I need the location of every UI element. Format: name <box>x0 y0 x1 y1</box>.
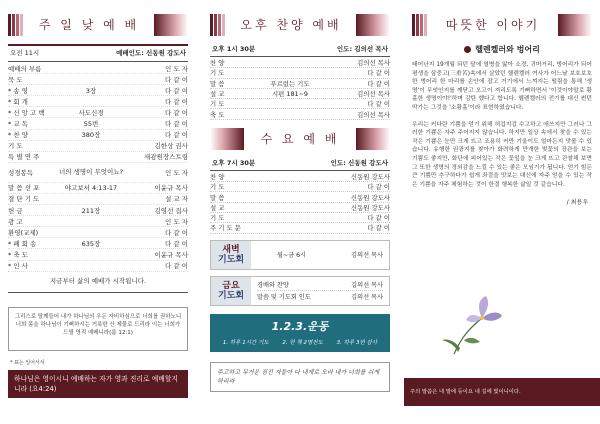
order-row <box>8 261 188 272</box>
order-item-detail: 55번 <box>83 120 99 129</box>
order-item-leader: 다 같 이 <box>367 224 390 233</box>
friday-prayer-leader: 김의선 목사 <box>351 281 383 289</box>
wednesday-leader: 인도: 신동원 강도사 <box>330 158 388 167</box>
afternoon-service-header <box>210 14 390 36</box>
order-item-label: 성경봉독 <box>8 168 34 177</box>
order-item-label: 설 교 <box>210 203 225 212</box>
order-item-label: 찬 양 <box>210 59 225 68</box>
afternoon-order-list <box>210 58 390 120</box>
order-row <box>210 89 390 99</box>
sunday-notice: 그리스로 탈께들어 내가 하나님의 우든 자비하심으로 너희를 권하노니 너희 몸을 하나님이 기뻐하시는 거룩한 산 제물로 드리라 이는 너희가 드릴 영적 예배니라(롬 12:1) <box>8 307 188 351</box>
sunday-meta <box>8 46 188 60</box>
order-item-leader: 이윤규 목사 <box>154 250 188 259</box>
order-item-label: * 회 개 <box>8 97 28 106</box>
order-item-leader: 인 도 자 <box>165 64 188 73</box>
wednesday-time: 오후 7시 30분 <box>212 158 256 167</box>
sunday-time: 오전 11시 <box>10 49 40 57</box>
order-item-label: * 교 독 <box>8 120 28 129</box>
essay-column <box>404 0 600 424</box>
order-item-label: 주 기 도 문 <box>210 224 241 233</box>
order-item-leader: 새광원장스트링 <box>144 153 188 162</box>
header-fade <box>356 14 390 36</box>
order-item-leader: 다 같 이 <box>165 120 188 129</box>
order-row <box>210 182 390 192</box>
order-item-detail: 211장 <box>81 206 101 215</box>
header-fade <box>154 14 188 36</box>
header-stripes <box>412 14 428 36</box>
order-row <box>210 223 390 233</box>
order-item-label: * 인 사 <box>8 262 28 271</box>
order-item-label: 특 별 연 주 <box>8 153 40 162</box>
friday-prayer-item: 경배와 찬양 <box>257 281 289 289</box>
order-row <box>8 216 188 227</box>
order-row <box>210 192 390 202</box>
friday-prayer-leader: 김의선 목사 <box>351 294 383 302</box>
order-item-leader: 다 같 이 <box>367 183 390 192</box>
dawn-prayer-tag <box>211 241 251 269</box>
order-item-label: 말 씀 <box>210 79 225 88</box>
flower-illustration-icon <box>436 292 506 362</box>
order-row <box>8 205 188 216</box>
order-item-leader: 김한상 권사 <box>154 142 188 151</box>
sunday-order-list <box>8 63 188 272</box>
order-item-label: * 신 앙 고 백 <box>8 108 45 117</box>
essay-paragraph: 우리는 커다란 기쁨을 얻기 위해 허겁지겁 수고하고 애쓰지만 그러나 그러한 기쁨은 자주 주어지지 않습니다. 하지만 일상 속에서 찾을 수 있는 작은 기쁨은 눈만 크게 뜨고 조용히 커만 기울이도 얼마든지 맛볼 수 있습니다. 유행한 권광지를 찾아가 화려하게 만개한 벚꽃의 장관을 보는 기쁨도 좋지만, 화단에 피어있는 작은 꽃잎을 눈 크게 뜨고 관찰해 보면 그 또한 생명의 경외감을 느낄 수 있는 좋은 모임기가 됩니다. 얻기 힘든 큰 기쁨만 추구하다가 쉽게 좌절을 맛보는 대신에 자주 얻을 수 있는 작은 기쁨을 자주 체험하는 것이 한결 행복한 삶일 것 같습니다. <box>412 121 592 188</box>
order-item-leader: 김의선 목사 <box>357 90 390 99</box>
friday-prayer-box <box>210 276 390 306</box>
sunday-service-header <box>8 14 188 36</box>
dawn-prayer-leader: 김의선 목사 <box>351 252 383 260</box>
order-row <box>8 118 188 129</box>
wednesday-service-title: 수 요 예 배 <box>260 131 340 146</box>
order-row <box>210 68 390 78</box>
order-item-leader: 인 도 자 <box>165 217 188 226</box>
order-item-detail: 야고보서 4:13-17 <box>64 184 118 193</box>
order-item-label: 묵 도 <box>8 75 23 84</box>
friday-prayer-item: 말씀 및 기도회 인도 <box>257 294 311 302</box>
order-item-leader: 다 같 이 <box>165 97 188 106</box>
order-row <box>8 238 188 249</box>
friday-prayer-row <box>257 291 383 303</box>
order-row <box>210 99 390 109</box>
order-item-label: * 송 영 <box>8 86 28 95</box>
order-item-leader: 다 같 이 <box>165 228 188 237</box>
order-item-label: 축 도 <box>210 110 225 119</box>
order-item-label: 기 도 <box>210 69 225 78</box>
order-item-label: 헌 금 <box>8 206 23 215</box>
header-fade <box>558 14 592 36</box>
bullet-icon <box>464 46 471 53</box>
order-item-leader: 다 같 이 <box>165 262 188 271</box>
friday-prayer-tag-1: 금요 <box>222 280 240 291</box>
movement-item: 1. 하루 1시간 기도 <box>222 339 269 346</box>
order-item-leader: 이윤규 목사 <box>154 184 188 193</box>
order-row <box>8 152 188 163</box>
movement-item: 3. 하루 3번 감사 <box>336 339 378 346</box>
order-row <box>8 85 188 96</box>
stand-note: * 표는 일어서서 <box>10 359 45 366</box>
order-item-detail: 사도신경 <box>78 108 104 117</box>
dawn-prayer-tag-1: 새벽 <box>222 244 240 255</box>
order-item-leader: 김영선 집사 <box>154 206 188 215</box>
order-item-leader: 다 같 이 <box>165 108 188 117</box>
order-row <box>210 58 390 68</box>
order-row <box>8 141 188 152</box>
friday-prayer-tag <box>211 277 251 305</box>
order-item-leader: 다 같 이 <box>165 86 188 95</box>
order-row <box>210 203 390 213</box>
order-row <box>8 74 188 85</box>
order-row <box>8 227 188 238</box>
order-row <box>210 172 390 182</box>
order-row <box>210 213 390 223</box>
movement-item: 2. 한 책 2명전도 <box>282 339 323 346</box>
order-item-detail: 3장 <box>85 86 97 95</box>
order-row <box>8 194 188 205</box>
header-fade <box>356 128 390 150</box>
essay-paragraph: 태어난지 19개월 되던 달에 열병을 앓아 소경, 귀머거리, 벙어리가 되어 평생을 삼중고(三重苦)속에서 살았던 헬렌켈러 여사가 어느날 보호보호한 벙어리 한 마리를 손안에 잡고 거기에서 느껴지는 떨림을 통해 '생명'이 무엇인지를 깨닫고 오고이 져리도록 기뻐하면서 '이것이야말로 황홀한 생명이야!'하며 감탄 했다고 합니다. 헬렌켈러의 전기를 대신 썬던 막가는 그것을 '소황홀'이라 표현하였습니다. <box>412 62 592 111</box>
friday-prayer-tag-2: 기도회 <box>217 290 245 301</box>
sunday-leader: 예배인도: 신동원 강도사 <box>116 49 186 57</box>
essay-header <box>412 14 592 36</box>
sunday-service-title: 주 일 낮 예 배 <box>38 18 140 32</box>
dawn-prayer-tag-2: 기도회 <box>217 254 245 265</box>
order-item-leader: 신동원 강도사 <box>350 203 390 212</box>
order-item-label: 찬 양 <box>210 172 225 181</box>
sunday-verse: 하나님은 영이시니 예배하는 자가 영과 진리로 예배할지니라 (요4:24) <box>8 370 188 398</box>
order-item-label: * 폐 회 송 <box>8 239 37 248</box>
order-item-detail: 635장 <box>81 239 101 248</box>
essay-title-text: 헬렌켈러와 벙어리 <box>475 45 540 54</box>
header-stripes <box>210 14 226 36</box>
order-item-leader: 신동원 강도사 <box>350 172 390 181</box>
essay-bottom-verse: 주의 말씀은 내 발에 등이요 내 길에 빛이니이다. <box>404 378 600 406</box>
order-item-label: 환영(교제) <box>8 228 39 237</box>
order-row <box>210 79 390 89</box>
order-item-leader: 설 교 자 <box>165 195 188 204</box>
header-fade <box>210 128 244 150</box>
order-item-label: 말 씀 <box>210 193 225 202</box>
order-item-leader: 다 같 이 <box>367 214 390 223</box>
essay-header-title: 따뜻한 이야기 <box>445 18 541 32</box>
order-item-label: * 찬 양 <box>8 131 28 140</box>
weekday-service-column <box>204 0 396 424</box>
order-item-label: 광 고 <box>8 217 23 226</box>
essay-title <box>412 44 592 55</box>
header-stripes <box>8 14 24 36</box>
order-row <box>8 130 188 141</box>
dawn-prayer-row <box>257 249 383 261</box>
movement-title: 1.2.3.운동 <box>271 319 329 333</box>
order-item-label: 예배의 부름 <box>8 64 42 73</box>
wednesday-service-header <box>210 128 390 150</box>
order-row <box>8 183 188 194</box>
order-row <box>8 249 188 260</box>
order-row <box>8 96 188 107</box>
movement-banner <box>210 314 390 352</box>
order-item-label: 기 도 <box>8 142 23 151</box>
order-item-leader: 다 같 이 <box>367 79 390 88</box>
order-row <box>8 163 188 183</box>
order-item-label: 기 도 <box>210 183 225 192</box>
wednesday-order-list <box>210 172 390 234</box>
sunday-service-column <box>0 0 196 424</box>
order-item-leader: 인 도 자 <box>165 168 188 177</box>
order-item-leader: 다 같 이 <box>165 75 188 84</box>
order-item-label: 설 교 <box>210 90 225 99</box>
order-item-leader: 다 같 이 <box>165 131 188 140</box>
order-item-detail: 푸르렀는 기도 <box>270 79 310 88</box>
scripture-quote: 주고하고 무거운 짐진 자들아 다 내게로 오라 내가 너희를 쉬게 하리라 <box>210 362 390 392</box>
wednesday-meta <box>210 158 390 169</box>
order-item-leader: 신동원 강도사 <box>350 193 390 202</box>
order-item-detail: 시편 181~9 <box>272 90 308 99</box>
order-item-label: 기 도 <box>210 100 225 109</box>
order-item-leader: 김의선 목사 <box>357 110 390 119</box>
afternoon-meta <box>210 44 390 55</box>
friday-prayer-row <box>257 279 383 291</box>
order-row <box>8 63 188 74</box>
order-item-label: * 축 도 <box>8 250 28 259</box>
order-item-leader: 김의선 목사 <box>357 59 390 68</box>
order-item-label: 기 도 <box>210 214 225 223</box>
order-item-leader: 다 같 이 <box>367 100 390 109</box>
afternoon-time: 오후 1시 30분 <box>212 45 256 53</box>
order-item-leader: 다 같 이 <box>367 69 390 78</box>
order-item-leader: 다 같 이 <box>165 239 188 248</box>
afternoon-service-title: 오후 찬양 예배 <box>240 18 342 32</box>
order-item-label: 결 단 기 도 <box>8 195 40 204</box>
order-item-detail: 380장 <box>81 131 101 140</box>
order-item-detail: 너의 생명이 무엇이뇨? <box>58 168 124 177</box>
dawn-prayer-box <box>210 240 390 270</box>
essay-author: / 최용우 <box>566 199 588 207</box>
dawn-prayer-time: 월~금 6시 <box>277 252 307 260</box>
order-row <box>210 109 390 119</box>
afternoon-leader: 인도: 김의선 목사 <box>336 45 388 53</box>
order-item-label: 말 씀 선 포 <box>8 184 40 193</box>
order-row <box>8 107 188 118</box>
sunday-closing-note: 지금부터 삶의 예배가 시작됩니다. <box>49 276 147 285</box>
